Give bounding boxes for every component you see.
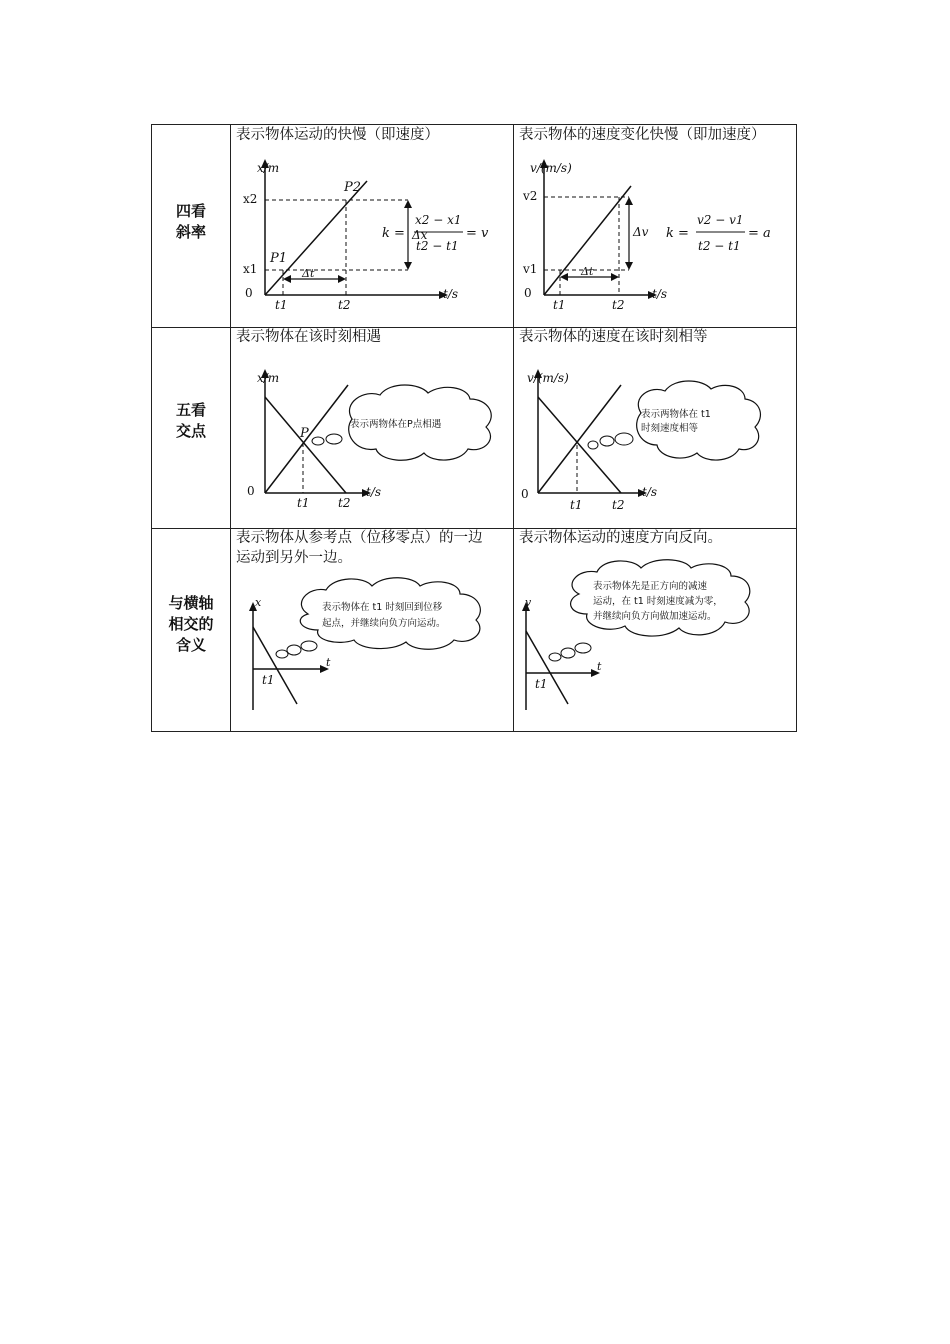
row-label-slope [152, 201, 230, 243]
caption-intersection-xt: 表示物体在该时刻相遇 [236, 329, 381, 345]
delta-y-arrowhead [404, 200, 412, 208]
bubble-text: 运动，在 t1 时刻速度减为零， [593, 596, 723, 607]
bubble-dot [312, 437, 324, 445]
y-axis-label: x [255, 596, 262, 609]
delta-x-label: Δt [302, 267, 315, 280]
delta-y-arrowhead [625, 262, 633, 270]
bubble-text: 表示物体在 t1 时刻回到位移 [322, 602, 443, 613]
row-label-line: 四看 [175, 202, 206, 220]
y-tick-label: v2 [523, 189, 538, 203]
bubble-dot [301, 641, 317, 651]
bubble-dot [588, 441, 598, 449]
graph-analysis-table [151, 124, 797, 732]
x-tick-label: t1 [275, 298, 288, 312]
row-label-line: 交点 [175, 422, 206, 440]
row-label-axis-crossing [152, 593, 230, 656]
vt-slope-graph [513, 125, 796, 327]
slope-formula [382, 213, 489, 253]
bubble-cloud [637, 381, 761, 460]
vt-axis-crossing-graph [513, 528, 796, 733]
y-axis-label: v/(m/s) [530, 161, 572, 175]
x-tick-label: t1 [262, 673, 275, 687]
xt-slope-graph [230, 125, 513, 327]
x-tick-label: t1 [553, 298, 566, 312]
x-tick-label: t2 [338, 298, 351, 312]
x-axis-label: t/s [443, 287, 459, 301]
caption-intersection-vt: 表示物体的速度在该时刻相等 [519, 329, 708, 345]
delta-x-arrowhead [338, 275, 346, 283]
x-tick-label: t1 [535, 677, 548, 691]
row-label-line: 五看 [175, 401, 206, 419]
point-label: P1 [270, 251, 288, 266]
formula-rhs: = a [748, 226, 771, 241]
y-axis-label: v/(m/s) [527, 371, 569, 385]
y-axis-label: v [525, 596, 532, 609]
caption-slope-vt: 表示物体的速度变化快慢（即加速度） [519, 127, 766, 143]
caption-slope-xt: 表示物体运动的快慢（即速度） [236, 127, 439, 143]
vt-line [544, 186, 631, 295]
formula-numerator: v2 − v1 [697, 213, 744, 227]
xt-intersection-graph [230, 327, 513, 528]
delta-y-label: Δv [633, 225, 649, 239]
formula-rhs: = v [466, 226, 489, 241]
formula-lhs: k = [666, 226, 689, 241]
bubble-text: 表示两物体在P点相遇 [350, 419, 442, 430]
point-label: P2 [344, 180, 362, 195]
caption-line: 表示物体运动的速度方向反向。 [519, 530, 722, 546]
delta-x-arrowhead [283, 275, 291, 283]
delta-x-label: Δt [581, 265, 594, 278]
x-axis-label: t/s [642, 485, 658, 499]
x-axis-label: t/s [652, 287, 668, 301]
thought-bubble [276, 578, 480, 658]
bubble-dot [549, 653, 561, 661]
bubble-dot [600, 436, 614, 446]
bubble-text: 并继续向负方向做加速运动。 [593, 611, 717, 622]
origin-label: 0 [247, 484, 255, 498]
bubble-dot [615, 433, 633, 445]
x-tick-label: t2 [612, 298, 625, 312]
origin-label: 0 [521, 487, 529, 501]
x-axis-label: t [326, 656, 331, 669]
bubble-dot [287, 645, 301, 655]
row-label-line: 斜率 [175, 223, 206, 241]
formula-lhs: k = [382, 226, 405, 241]
bubble-dot [276, 650, 288, 658]
xt-line-falling [265, 397, 346, 493]
bubble-text: 表示两物体在 t1 [641, 409, 711, 420]
origin-label: 0 [245, 286, 253, 300]
slope-formula [666, 213, 771, 253]
bubble-dot [326, 434, 342, 444]
thought-bubble [588, 381, 760, 460]
x-tick-label: t1 [297, 496, 310, 510]
bubble-dot [575, 643, 591, 653]
row-label-intersection [152, 400, 230, 442]
thought-bubble [549, 560, 750, 661]
formula-denominator: t2 − t1 [416, 239, 459, 253]
xt-line [265, 181, 367, 295]
vt-intersection-graph [513, 327, 796, 528]
row-label-line: 与横轴 [168, 594, 214, 612]
x-axis-label: t [597, 660, 602, 673]
bubble-cloud [300, 578, 480, 650]
x-tick-label: t2 [612, 498, 625, 512]
x-tick-label: t2 [338, 496, 351, 510]
point-label: P [300, 426, 309, 441]
bubble-dot [561, 648, 575, 658]
row-label-line: 相交的 [168, 615, 214, 633]
vt-line [526, 631, 568, 704]
x-tick-label: t1 [570, 498, 583, 512]
formula-numerator: x2 − x1 [415, 213, 462, 227]
row-label-line: 含义 [175, 636, 206, 654]
bubble-text: 表示物体先是正方向的减速 [593, 581, 708, 592]
y-tick-label: x1 [243, 262, 258, 276]
y-tick-label: v1 [523, 262, 538, 276]
delta-y-arrowhead [404, 262, 412, 270]
delta-x-arrowhead [611, 273, 619, 281]
origin-label: 0 [524, 286, 532, 300]
y-axis-label: x/m [257, 161, 280, 175]
bubble-text: 时刻速度相等 [641, 423, 699, 434]
caption-line: 表示物体从参考点（位移零点）的一边 [236, 530, 483, 546]
delta-y-arrowhead [625, 197, 633, 205]
bubble-text: 起点，并继续向负方向运动。 [322, 618, 446, 629]
y-tick-label: x2 [243, 192, 258, 206]
caption-line: 运动到另外一边。 [236, 550, 352, 566]
x-axis-label: t/s [366, 485, 382, 499]
xt-line [253, 627, 297, 704]
y-axis-label: x/m [257, 371, 280, 385]
formula-denominator: t2 − t1 [698, 239, 741, 253]
xt-axis-crossing-graph [230, 528, 513, 733]
delta-y-label: Δx [412, 228, 428, 242]
